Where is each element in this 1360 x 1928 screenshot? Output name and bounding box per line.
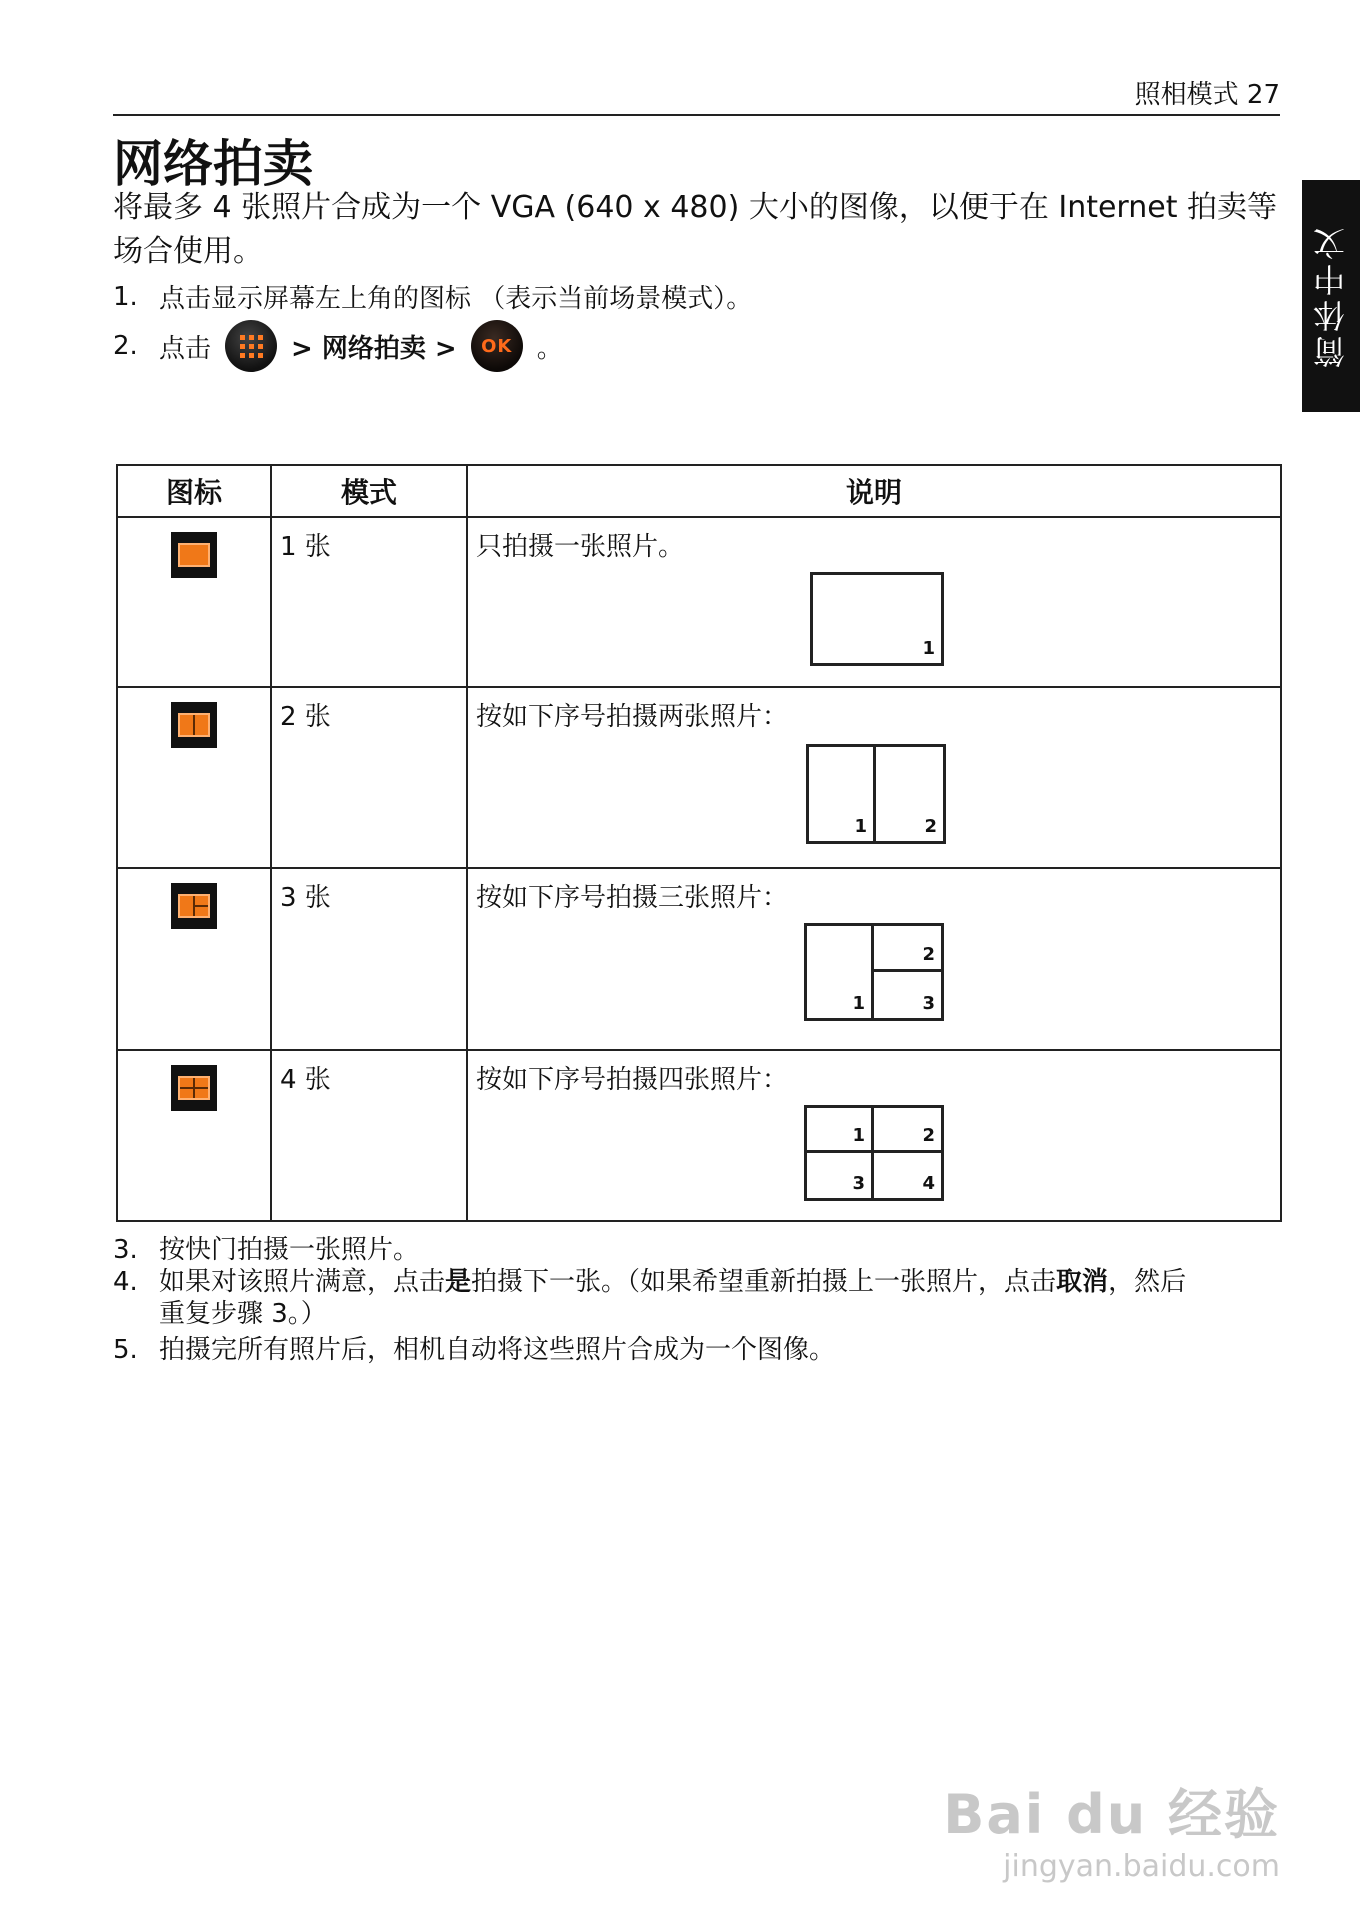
four-photo-mode-icon [171,1065,217,1111]
table-row [117,687,1281,868]
icon-cell [117,517,271,687]
cell-number: 1 [854,816,867,837]
step-number: 5. [113,1335,138,1365]
grid-icon [240,335,263,358]
intro-paragraph: 将最多 4 张照片合成为一个 VGA (640 x 480) 大小的图像，以便于在 Internet 拍卖等场合使用。 [113,190,1278,269]
watermark-url: jingyan.baidu.com [1003,1849,1280,1884]
cell-number: 2 [924,816,937,837]
table-row [117,1050,1281,1221]
header-icon: 图标 [117,465,271,517]
step-text-line2: 重复步骤 3。） [159,1299,327,1329]
language-label: 简体中文 [1312,224,1350,368]
table-row [117,517,1281,687]
table-header-row [117,465,1281,517]
cancel-option-label: 取消 [1056,1267,1109,1297]
step-text: 点击显示屏幕左上角的图标 （表示当前场景模式）。 [159,284,753,314]
running-header: 照相模式 27 [1134,80,1280,110]
description-text: 按如下序号拍摄三张照片： [476,883,789,913]
ok-label: OK [481,335,513,357]
cell-number: 2 [922,1125,935,1146]
two-photo-mode-icon [171,702,217,748]
layout-diagram-4 [804,1105,944,1201]
header-description: 说明 [467,465,1281,517]
step-text-2: 拍摄下一张。（如果希望重新拍摄上一张照片，点击 [471,1267,1057,1297]
layout-diagram-1 [810,572,944,666]
description-text: 只拍摄一张照片。 [476,532,685,562]
cell-number: 3 [852,1173,865,1194]
icon-cell [117,1050,271,1221]
step-text-pre: 点击 [159,333,212,364]
step-4 [113,1266,1283,1330]
description-text: 按如下序号拍摄四张照片： [476,1065,789,1095]
description-cell [467,868,1281,1050]
header-mode: 模式 [271,465,467,517]
step-number: 4. [113,1267,138,1297]
layout-diagram-2 [806,744,946,844]
yes-option-label: 是 [445,1267,472,1297]
page-header [113,74,1280,116]
cell-number: 4 [922,1173,935,1194]
description-cell [467,687,1281,868]
step-text-1: 如果对该照片满意，点击 [159,1267,446,1297]
menu-path: > 网络拍卖 > [291,333,457,364]
menu-grid-button-icon[interactable] [225,320,277,372]
icon-cell [117,868,271,1050]
description-cell [467,517,1281,687]
step-text-post: 。 [536,333,563,364]
three-photo-mode-icon [171,883,217,929]
watermark-logo: Bai du 经验 [943,1783,1280,1846]
baidu-watermark [943,1772,1280,1884]
step-text-3: ，然后 [1108,1267,1187,1297]
cell-number: 3 [922,993,935,1014]
step-1 [113,278,752,315]
description-cell [467,1050,1281,1221]
cell-number: 1 [922,638,935,659]
step-number: 3. [113,1235,138,1265]
step-text: 按快门拍摄一张照片。 [159,1235,420,1265]
section-title: 网络拍卖 [113,135,313,193]
step-number: 2. [113,331,138,361]
step-5 [113,1334,1283,1366]
cell-number: 1 [852,1125,865,1146]
cell-number: 1 [852,993,865,1014]
mode-cell: 1 张 [271,517,467,687]
step-2 [113,320,563,372]
table-row [117,868,1281,1050]
mode-cell: 4 张 [271,1050,467,1221]
mode-table [116,464,1282,1222]
icon-cell [117,687,271,868]
step-text: 拍摄完所有照片后，相机自动将这些照片合成为一个图像。 [159,1335,836,1365]
mode-cell: 2 张 [271,687,467,868]
cell-number: 2 [922,944,935,965]
single-photo-mode-icon [171,532,217,578]
language-side-tab [1302,180,1360,412]
description-text: 按如下序号拍摄两张照片： [476,702,789,732]
mode-cell: 3 张 [271,868,467,1050]
step-number: 1. [113,281,138,312]
ok-button-icon[interactable] [471,320,523,372]
layout-diagram-3 [804,923,944,1021]
step-3 [113,1234,1283,1266]
